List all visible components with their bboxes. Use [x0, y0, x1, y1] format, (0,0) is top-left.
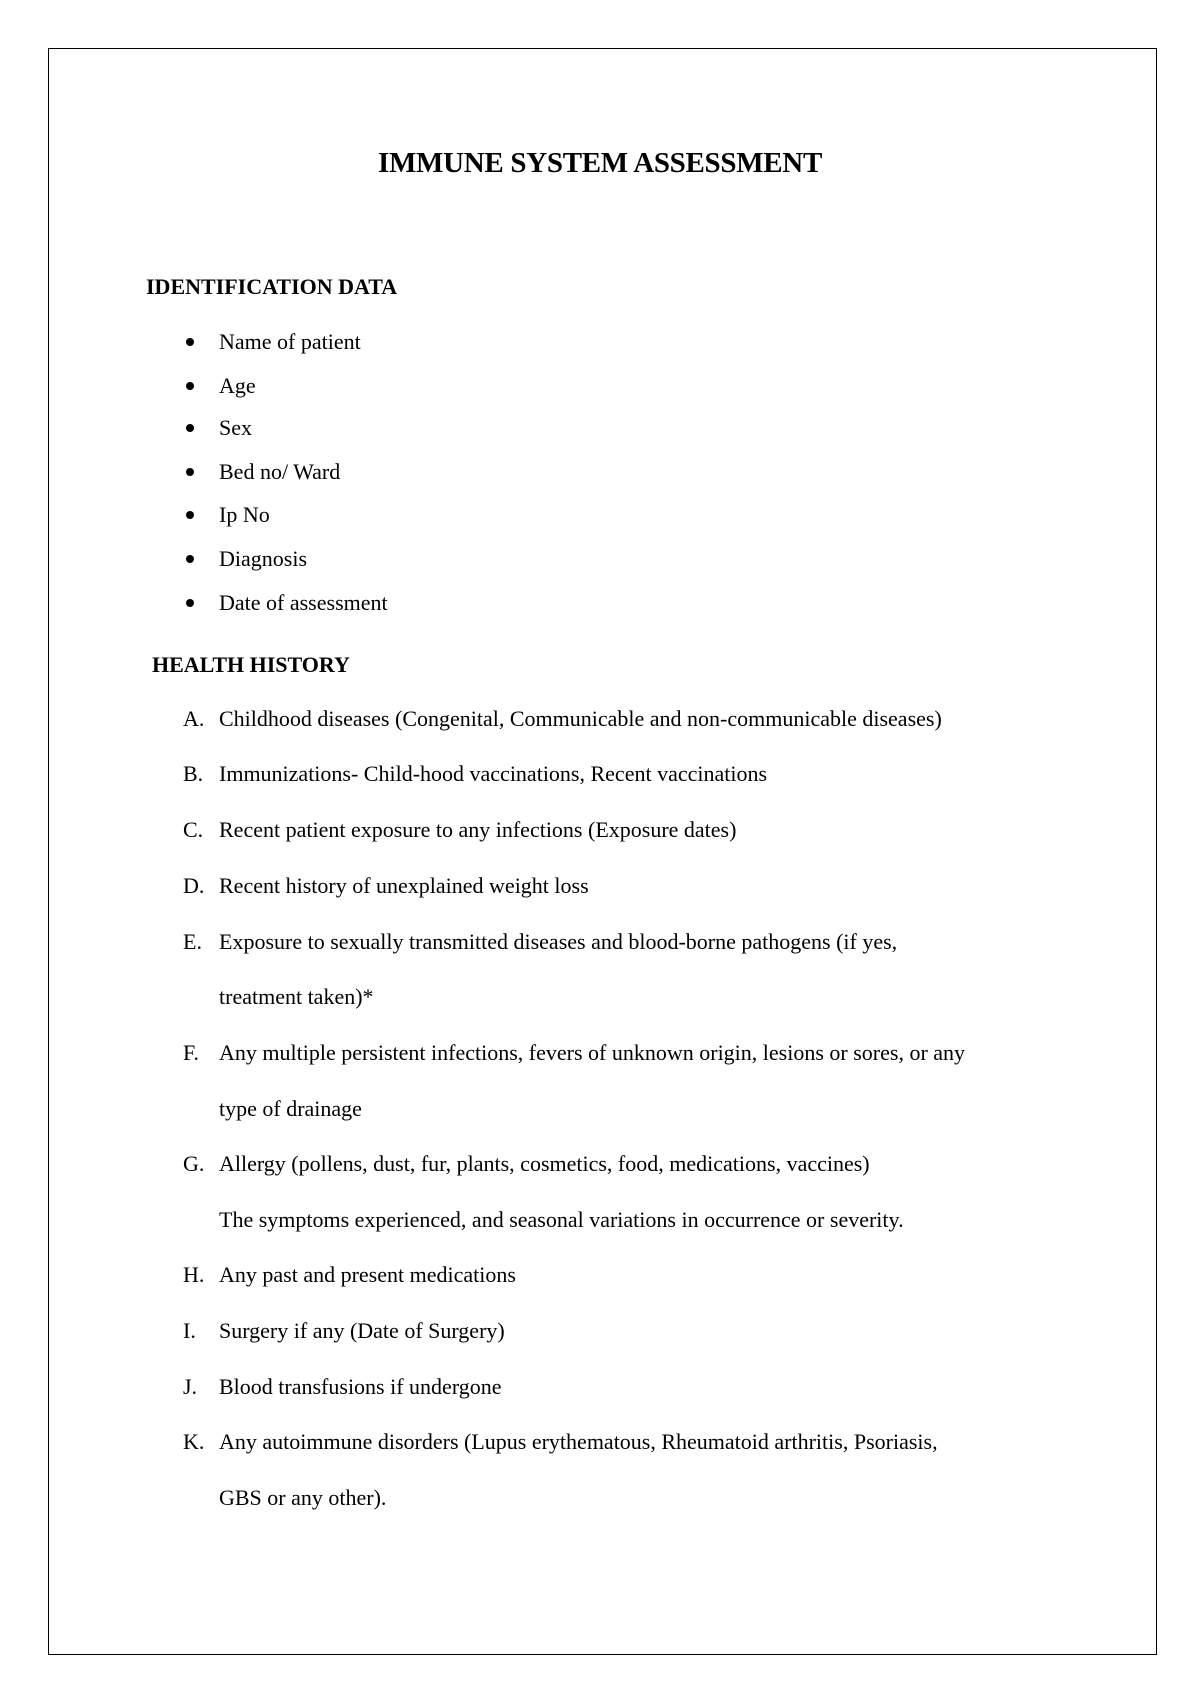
health-history-heading: HEALTH HISTORY	[152, 652, 350, 677]
list-item-text: Age	[219, 373, 256, 398]
bullet-icon	[186, 511, 194, 519]
list-item-text: Allergy (pollens, dust, fur, plants, cosmetics, food, medications, vaccines)	[219, 1151, 870, 1176]
bullet-icon	[186, 424, 194, 432]
list-item-text: Sex	[219, 415, 252, 440]
list-item-letter: F.	[183, 1040, 199, 1065]
list-item-letter: E.	[183, 929, 202, 954]
list-item-text: Surgery if any (Date of Surgery)	[219, 1318, 505, 1343]
list-item-text: Recent history of unexplained weight loss	[219, 873, 589, 898]
list-item-letter: K.	[183, 1429, 205, 1454]
list-item-letter: G.	[183, 1151, 205, 1176]
list-item-letter: D.	[183, 873, 205, 898]
list-item-text: Ip No	[219, 502, 270, 527]
bullet-icon	[186, 382, 194, 390]
list-item-text: Date of assessment	[219, 590, 388, 615]
identification-data-heading: IDENTIFICATION DATA	[146, 274, 398, 299]
list-item-text: The symptoms experienced, and seasonal variations in occurrence or severity.	[219, 1207, 904, 1232]
list-item-letter: I.	[183, 1318, 196, 1343]
list-item-text: Any past and present medications	[219, 1262, 516, 1287]
list-item-text: Immunizations- Child-hood vaccinations, Recent vaccinations	[219, 761, 768, 786]
document-title: IMMUNE SYSTEM ASSESSMENT	[377, 147, 822, 179]
list-item-text: Any multiple persistent infections, fevers of unknown origin, lesions or sores, or any	[219, 1040, 966, 1065]
bullet-icon	[186, 599, 194, 607]
list-item-text: Blood transfusions if undergone	[219, 1374, 502, 1399]
list-item-text: Recent patient exposure to any infections (Exposure dates)	[219, 817, 737, 842]
bullet-icon	[186, 468, 194, 476]
list-item-text: Any autoimmune disorders (Lupus erythematous, Rheumatoid arthritis, Psoriasis,	[219, 1429, 938, 1454]
list-item-text: Exposure to sexually transmitted diseases and blood-borne pathogens (if yes,	[219, 929, 898, 954]
list-item-text: GBS or any other).	[219, 1485, 387, 1510]
list-item-letter: A.	[183, 706, 205, 731]
bullet-icon	[186, 555, 194, 563]
list-item-text: Diagnosis	[219, 546, 307, 571]
list-item-letter: H.	[183, 1262, 205, 1287]
bullet-icon	[186, 338, 194, 346]
list-item-text: Childhood diseases (Congenital, Communicable and non-communicable diseases)	[219, 706, 942, 731]
list-item-text: Name of patient	[219, 329, 361, 354]
list-item-letter: J.	[183, 1374, 198, 1399]
list-item-text: treatment taken)*	[219, 984, 374, 1009]
list-item-letter: B.	[183, 761, 204, 786]
list-item-text: Bed no/ Ward	[219, 459, 341, 484]
list-item-letter: C.	[183, 817, 204, 842]
list-item-text: type of drainage	[219, 1096, 362, 1121]
